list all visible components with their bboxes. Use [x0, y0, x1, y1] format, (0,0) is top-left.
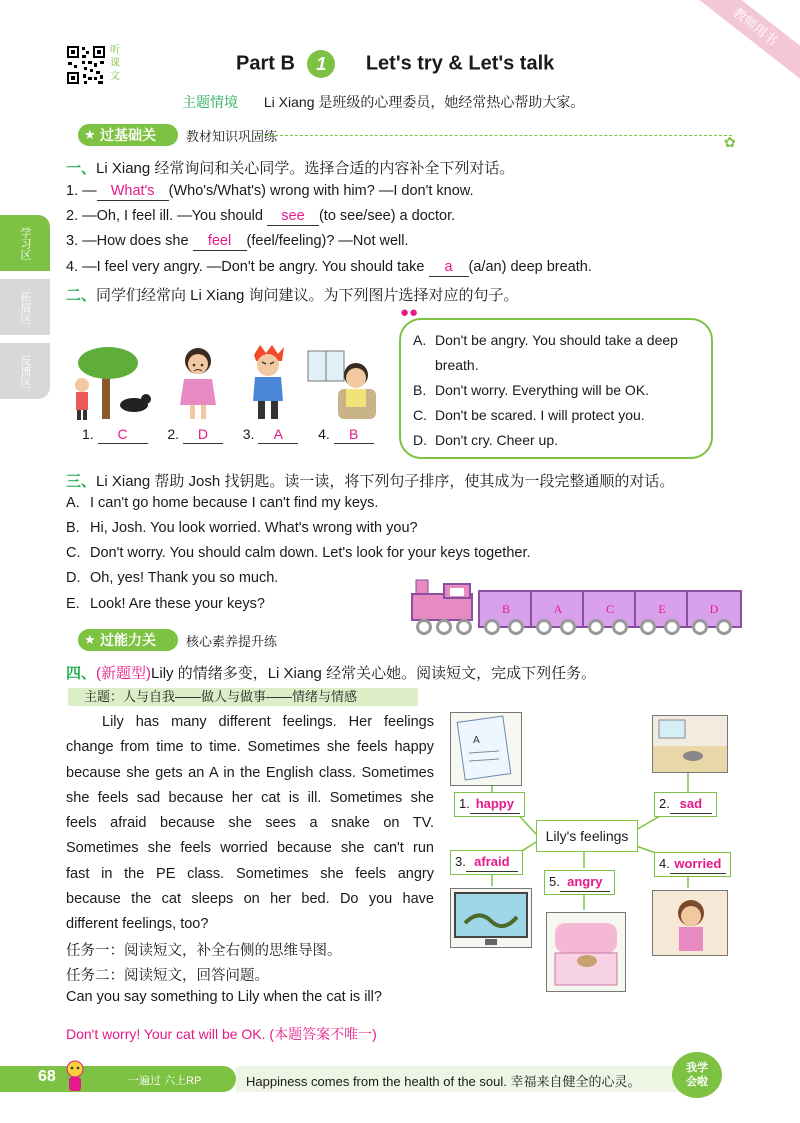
qr-code-icon[interactable] [66, 45, 106, 85]
option-a: A. Don't be angry. You should take a deep [413, 332, 678, 348]
mind-map-item-4: 4. worried [654, 852, 731, 877]
q1-instruction: 一、Li Xiang 经常询问和关心同学。选择合适的内容补全下列对话。 [66, 160, 515, 177]
side-tab-extend[interactable]: 拓展区 [0, 279, 50, 335]
q3-sentence-b: B. Hi, Josh. You look worried. What's wrong with you? [66, 520, 418, 536]
task-2: 任务二：阅读短文，回答问题。 [66, 968, 269, 984]
answer-blank[interactable]: a [429, 258, 469, 277]
task-answer: Don't worry! Your cat will be OK. (本题答案不唯一) [66, 1026, 377, 1042]
reading-passage: Lily has many different feelings. Her feelings change from time to time. Sometimes she feels happy because she gets an A in the English class. Sometimes she feels sad because her cat is ill. Sometimes she feels afraid because she sees a snake on TV. Sometimes she feels worried because she can't run fast in the PE class. Sometimes she feels angry because the cat sleeps on her bed. Do you have different feelings, too? [66, 714, 434, 933]
answer-blank[interactable]: feel [193, 232, 247, 251]
section-bar-ability [78, 629, 408, 651]
page-title [236, 50, 554, 80]
side-tabs [0, 215, 52, 407]
answer-blank[interactable]: D [183, 425, 223, 444]
picture-cat-on-bed [546, 912, 626, 992]
lesson-title: Let's try & Let's talk [365, 52, 555, 75]
mind-map-item-5: 5. angry [544, 870, 615, 895]
picture-worried-girl [652, 890, 728, 956]
q3-instruction: 三、Li Xiang 帮助 Josh 找钥匙。读一读，将下列句子排序，使其成为一段完整通顺的对话。 [66, 473, 675, 490]
theme-line [182, 92, 584, 112]
qr-note: 听课文 [110, 45, 120, 82]
part-label: Part B [236, 52, 295, 75]
q3-sentence-c: C. Don't worry. You should calm down. Let's look for your keys together. [66, 545, 531, 561]
q4-topic: 主题：人与自我——做人与做事——情绪与情感 [68, 688, 418, 706]
train-car-5: D [686, 590, 742, 628]
star-icon: ★ [84, 127, 96, 142]
star-icon: ★ [84, 632, 96, 647]
q2-answers: 1. C 2. D 3. A 4. B [82, 425, 374, 444]
option-d: D. Don't cry. Cheer up. [413, 432, 559, 448]
option-b: B. Don't worry. Everything will be OK. [413, 382, 650, 398]
section-divider [260, 135, 732, 136]
section-sub-basic: 教材知识巩固练 [186, 129, 278, 144]
train-car-2: A [530, 590, 586, 628]
option-a-cont: breath. [435, 357, 479, 373]
answer-blank[interactable]: B [334, 425, 374, 444]
section-bar-basic [78, 124, 732, 146]
picture-test-paper [450, 712, 522, 786]
picture-sick-cat [652, 715, 728, 773]
mind-map [444, 710, 734, 1010]
mind-map-center: Lily's feelings [536, 820, 638, 852]
task-1: 任务一：阅读短文，补全右侧的思维导图。 [66, 943, 342, 959]
q1-item-3: 3. —How does she feel (feel/feeling)? —Not well. [66, 233, 409, 249]
answer-blank[interactable]: see [267, 207, 319, 226]
train-car-1: B [478, 590, 534, 628]
mind-map-item-3: 3. afraid [450, 850, 523, 875]
footer-bar [0, 1056, 800, 1100]
corner-stamp: 教师用书 [688, 0, 800, 83]
page-number: 68 [38, 1068, 56, 1085]
theme-label: 主题情境 [182, 94, 238, 110]
q2-instruction: 二、同学们经常向 Li Xiang 询问建议。为下列图片选择对应的句子。 [66, 287, 519, 304]
picture-scared-boy-dog [68, 345, 152, 423]
answer-blank[interactable]: What's [97, 182, 169, 201]
new-type-tag: (新题型) [96, 665, 152, 682]
side-tab-study[interactable]: 学习区 [0, 215, 50, 271]
option-c: C. Don't be scared. I will protect you. [413, 407, 645, 423]
brand-label: 一遍过 六上RP [128, 1075, 202, 1087]
train-car-3: C [582, 590, 638, 628]
q2-options-box [399, 318, 713, 459]
picture-worried-boy [304, 345, 380, 423]
picture-crying-girl [170, 345, 226, 423]
q3-sentence-e: E. Look! Are these your keys? [66, 596, 265, 612]
lesson-number-badge: 1 [307, 50, 335, 78]
picture-snake-tv [450, 888, 532, 948]
answer-blank[interactable]: C [98, 425, 148, 444]
side-tab-feedback[interactable]: 反馈区 [0, 343, 50, 399]
section-title-basic: ★ 过基础关 [78, 124, 178, 146]
section-sub-ability: 核心素养提升练 [186, 634, 278, 649]
q3-sentence-d: D. Oh, yes! Thank you so much. [66, 570, 279, 586]
footer-quote: Happiness comes from the health of the soul. 幸福来自健全的心灵。 [246, 1074, 641, 1089]
theme-text: Li Xiang 是班级的心理委员，她经常热心帮助大家。 [263, 94, 585, 110]
train-car-4: E [634, 590, 690, 628]
q3-sentence-a: A. I can't go home because I can't find my keys. [66, 495, 379, 511]
picture-angry-boy [240, 345, 296, 423]
q1-item-1: 1. — What's (Who's/What's) wrong with him? —I don't know. [66, 183, 474, 199]
task-question: Can you say something to Lily when the cat is ill? [66, 989, 382, 1005]
mind-map-item-1: 1. happy [454, 792, 525, 817]
q1-item-4: 4. —I feel very angry. —Don't be angry. You should take a (a/an) deep breath. [66, 259, 592, 275]
footer-badge: 我学会啦 [672, 1052, 722, 1098]
mind-map-item-2: 2. sad [654, 792, 717, 817]
cherry-icon: ●● [400, 304, 419, 321]
leaf-icon: ✿ [724, 134, 736, 150]
mascot-icon [64, 1060, 86, 1094]
svg-text:A: A [473, 735, 480, 746]
answer-blank[interactable]: A [258, 425, 298, 444]
train-wheels [410, 619, 740, 639]
q4-instruction: 四、(新题型)Lily 的情绪多变，Li Xiang 经常关心她。阅读短文，完成下列任务。 [66, 665, 597, 682]
q1-item-2: 2. —Oh, I feel ill. —You should see (to see/see) a doctor. [66, 208, 456, 224]
section-title-ability: ★ 过能力关 [78, 629, 178, 651]
